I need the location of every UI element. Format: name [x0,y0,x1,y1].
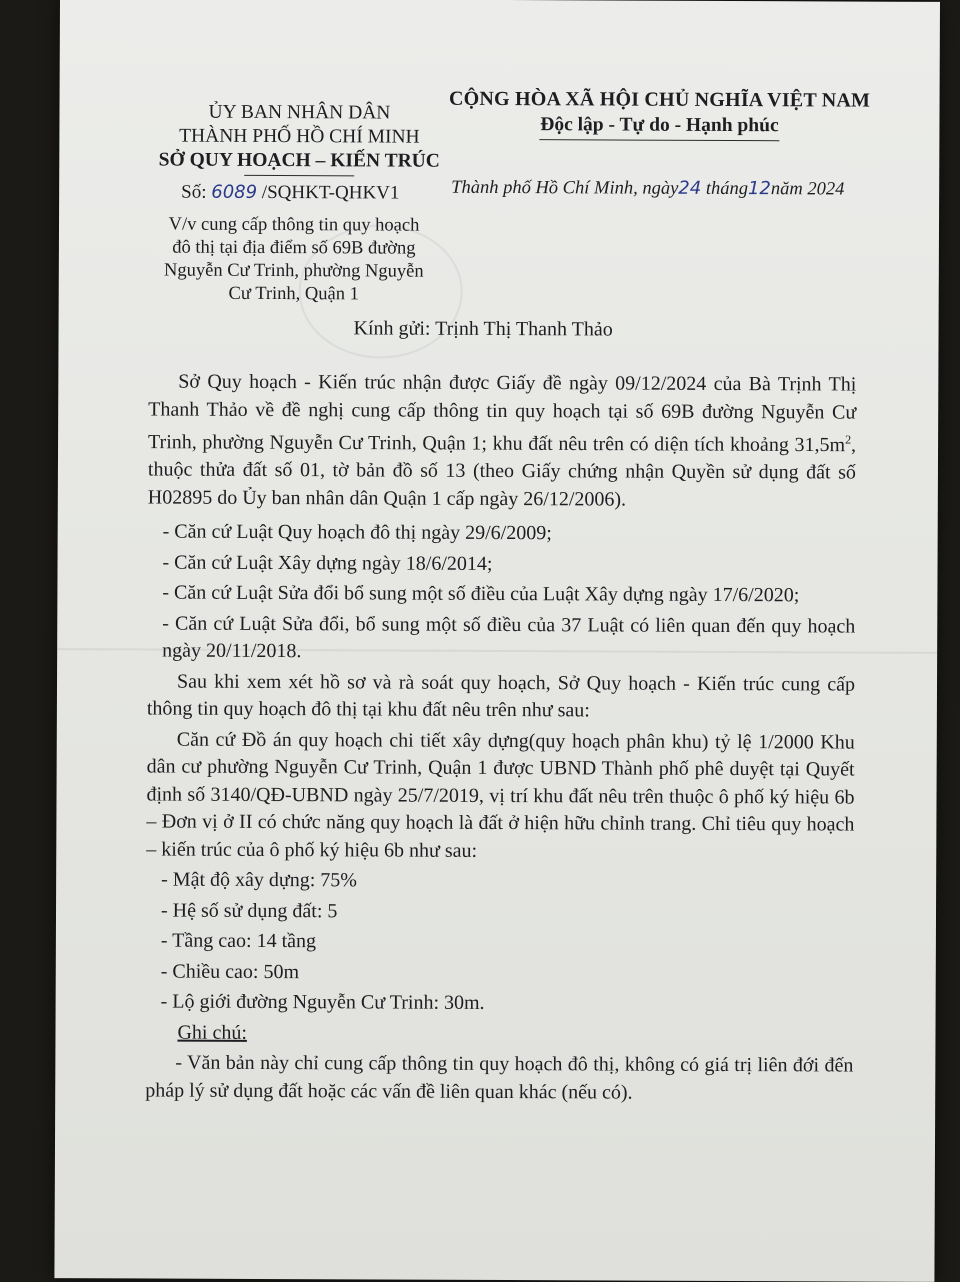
paragraph-request [148,368,857,514]
agency-underline [244,175,354,176]
subject-line-3: Nguyễn Cư Trinh, phường Nguyễn [163,260,424,282]
document-number-prefix: Số: [181,181,212,203]
legal-basis-item: - Căn cứ Luật Sửa đổi, bổ sung một số điều của 37 Luật có liên quan đến quy hoạch ngày 20/11/2018. [162,612,856,663]
planning-indicator: - Chiều cao: 50m [160,960,300,983]
area-unit-superscript: 2 [845,432,852,447]
subject-line-1: V/v cung cấp thông tin quy hoạch [168,214,420,236]
planning-indicator: - Tầng cao: 14 tầng [160,929,317,953]
national-header [439,86,879,142]
document-page [54,0,940,1282]
document-subject [154,213,434,306]
subject-line-4: Cư Trinh, Quận 1 [228,283,359,305]
planning-indicator: - Mật độ xây dựng: 75% [161,868,358,892]
note-heading: Ghi chú: [177,1021,247,1044]
paragraph-review: Sau khi xem xét hồ sơ và rà soát quy hoạch, Sở Quy hoạch - Kiến trúc cung cấp thông tin quy hoạch đô thị tại khu đất nêu trên như sau: [146,670,856,722]
subject-line-2: đô thị tại địa điểm số 69B đường [172,237,416,259]
nation-motto: Độc lập - Tự do - Hạnh phúc [540,114,779,137]
issuing-agency-header [149,100,449,176]
paragraph-plan-basis: Căn cứ Đồ án quy hoạch chi tiết xây dựng(quy hoạch phân khu) tỷ lệ 1/2000 Khu dân cư phường Nguyễn Cư Trinh, Quận 1 được UBND Thành phố phê duyệt tại Quyết định số 3140/QĐ-UBND ngày 25/7/2019, vị trí khu đất nêu trên thuộc ô phố ký hiệu 6b – Đơn vị ở II có chức năng quy hoạch là đất ở hiện hữu chỉnh trang. Chỉ tiêu quy hoạch – kiến trúc của ô phố ký hiệu 6b như sau: [146,728,855,862]
document-number [181,182,399,205]
planning-indicator: - Lộ giới đường Nguyễn Cư Trinh: 30m. [160,990,485,1015]
issue-date [451,177,844,201]
document-number-handwritten: 6089 [211,181,258,203]
paragraph-request-text-b: , thuộc thửa đất số 01, tờ bản đồ số 13 (theo Giấy chứng nhận Quyền sử dụng đất số H02895 do Ủy ban nhân dân Quận 1 cấp ngày 26/12/2006). [147,434,857,511]
agency-line-3: SỞ QUY HOẠCH – KIẾN TRÚC [158,149,440,172]
document-number-suffix: /SQHKT-QHKV1 [257,181,400,204]
legal-basis-item: - Căn cứ Luật Xây dựng ngày 18/6/2014; [162,551,493,575]
legal-basis-item: - Căn cứ Luật Quy hoạch đô thị ngày 29/6/2009; [162,520,552,545]
legal-basis-item: - Căn cứ Luật Sửa đổi bổ sung một số điều của Luật Xây dựng ngày 17/6/2020; [162,581,800,607]
planning-indicator: - Hệ số sử dụng đất: 5 [160,899,338,922]
note-text: - Văn bản này chỉ cung cấp thông tin quy hoạch đô thị, không có giá trị liên đới đến pháp lý sử dụng đất hoặc các vấn đề liên quan khác (nếu có). [145,1051,854,1104]
date-part-3: năm 2024 [770,179,845,200]
document-body [145,368,856,1110]
date-part-2: tháng [701,178,749,200]
agency-line-2: THÀNH PHỐ HỒ CHÍ MINH [179,125,420,148]
paragraph-request-text-a: Sở Quy hoạch - Kiến trúc nhận được Giấy đề ngày 09/12/2024 của Bà Trịnh Thị Thanh Thảo về đề nghị cung cấp thông tin quy hoạch tại số 69B đường Nguyễn Cư Trinh, phường Nguyễn Cư Trinh, Quận 1; khu đất nêu trên có diện tích khoảng 31,5m [148,370,857,457]
date-month-handwritten: 12 [747,178,771,200]
date-day-handwritten: 24 [678,177,702,199]
recipient-line: Kính gửi: Trịnh Thị Thanh Thảo [353,317,613,341]
date-part-1: Thành phố Hồ Chí Minh, ngày [451,177,679,199]
motto-underline [539,139,779,141]
nation-title: CỘNG HÒA XÃ HỘI CHỦ NGHĨA VIỆT NAM [448,87,871,112]
agency-line-1: ỦY BAN NHÂN DÂN [208,101,391,124]
